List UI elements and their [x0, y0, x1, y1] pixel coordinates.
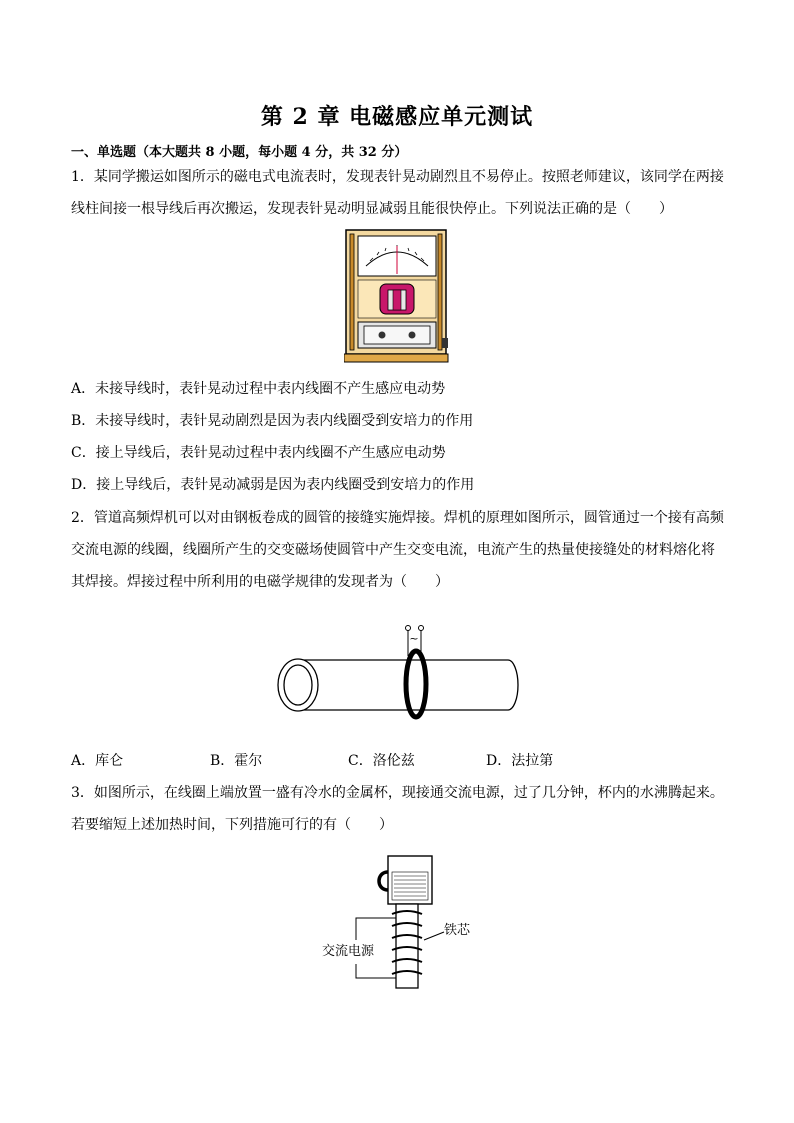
question-2-option-b: B．霍尔	[210, 753, 263, 769]
question-3-line-1: 3．如图所示，在线圈上端放置一盛有冷水的金属杯，现接通交流电源，过了几分钟，杯内的水沸腾起来。	[71, 785, 724, 801]
question-2-option-d: D．法拉第	[486, 753, 554, 769]
question-1-line-1: 1．某同学搬运如图所示的磁电式电流表时，发现表针晃动剧烈且不易停止。按照老师建议，该同学在两接	[71, 169, 724, 185]
question-2-line-1: 2．管道高频焊机可以对由钢板卷成的圆管的接缝实施焊接。焊机的原理如图所示，圆管通过一个接有高频	[71, 510, 724, 526]
ac-symbol: ~	[409, 632, 419, 645]
ac-source-label: 交流电源	[322, 943, 375, 958]
question-2-line-3: 其焊接。焊接过程中所利用的电磁学规律的发现者为（ ）	[71, 574, 449, 590]
iron-core-label: 铁芯	[444, 922, 471, 937]
question-2-line-2: 交流电源的线圈，线圈所产生的交变磁场使圆管中产生交变电流，电流产生的热量使接缝处的材料熔化将	[71, 542, 715, 558]
induction-heating-figure	[320, 850, 480, 995]
page-title: 第 2 章 电磁感应单元测试	[260, 104, 534, 130]
question-2-option-a: A．库仑	[71, 753, 124, 769]
question-1-option-a: A．未接导线时，表针晃动过程中表内线圈不产生感应电动势	[71, 381, 446, 397]
question-1-option-d: D．接上导线后，表针晃动减弱是因为表内线圈受到安培力的作用	[71, 477, 475, 493]
question-1-option-b: B．未接导线时，表针晃动剧烈是因为表内线圈受到安培力的作用	[71, 413, 474, 429]
section-heading: 一、单选题（本大题共 8 小题，每小题 4 分，共 32 分）	[71, 145, 408, 160]
question-3-line-2: 若要缩短上述加热时间，下列措施可行的有（ ）	[71, 817, 393, 833]
question-1-option-c: C．接上导线后，表针晃动过程中表内线圈不产生感应电动势	[71, 445, 446, 461]
ammeter-figure	[344, 228, 450, 366]
question-1-line-2: 线柱间接一根导线后再次搬运，发现表针晃动明显减弱且能很快停止。下列说法正确的是（ ）	[71, 201, 673, 217]
question-2-option-c: C．洛伦兹	[348, 753, 415, 769]
pipe-welding-figure	[264, 620, 526, 726]
